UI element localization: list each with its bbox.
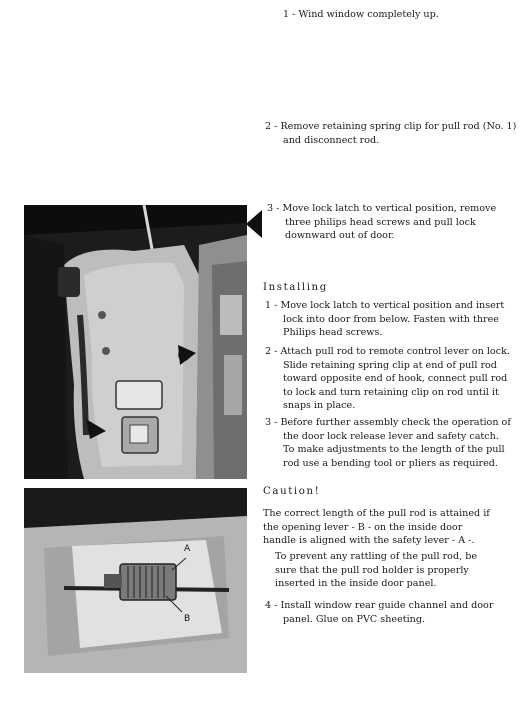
step-text: Remove retaining spring clip for pull rod (No. 1) and disconnect rod. xyxy=(280,121,517,146)
pull-rod-photo xyxy=(24,488,247,673)
step-number: 3 xyxy=(265,417,272,428)
removal-step-1: 1 - Wind window completely up. xyxy=(283,9,439,20)
pointer-arrow-icon xyxy=(246,210,262,238)
caution-heading: Caution! xyxy=(263,486,321,497)
removal-step-2: 2 - Remove retaining spring clip for pull rod (No. 1) and disconnect rod. xyxy=(265,121,517,146)
step-number: 4 xyxy=(265,600,272,611)
install-step-4: 4 - Install window rear guide channel and door panel. Glue on PVC sheeting. xyxy=(265,600,494,625)
step-text: Attach pull rod to remote control lever on lock. Slide retaining spring clip at end of pull rod toward opposite end of hook, connect pull rod to lock and turn retaining clip on rod until it snaps in place. xyxy=(280,346,510,412)
step-text: Move lock latch to vertical position, remove three philips head screws and pull lock downward out of door. xyxy=(282,203,497,242)
step-number: 2 xyxy=(265,346,272,357)
step-text: Install window rear guide channel and door panel. Glue on PVC sheeting. xyxy=(280,600,494,625)
installing-step-1: 1 - Move lock latch to vertical position and insert lock into door from below. Fasten with three Philips head screws. xyxy=(265,300,505,339)
step-number: 1 xyxy=(265,300,272,311)
installing-step-3: 3 - Before further assembly check the operation of the door lock release lever and safety catch. To make adjustments to the length of the pull rod use a bending tool or pliers as required. xyxy=(265,417,511,469)
step-number: 3 xyxy=(267,203,274,214)
photo-label-a: A xyxy=(184,544,191,554)
step-text: Before further assembly check the operation of the door lock release lever and safety catch. To make adjustments to the length of the pull rod use a bending tool or pliers as required. xyxy=(280,417,511,469)
step-text: Wind window completely up. xyxy=(298,9,439,20)
photo-label-b: B xyxy=(184,614,191,624)
step-text: Move lock latch to vertical position and insert lock into door from below. Fasten with three Philips head screws. xyxy=(280,300,505,339)
door-lock-photo xyxy=(24,205,247,479)
step-number: 1 xyxy=(283,9,290,20)
installing-heading: Installing xyxy=(263,282,328,293)
installing-step-2: 2 - Attach pull rod to remote control lever on lock. Slide retaining spring clip at end of pull rod toward opposite end of hook, connect pull rod to lock and turn retaining clip on rod until it snaps in place. xyxy=(265,346,510,412)
caution-paragraph-2: To prevent any rattling of the pull rod, be sure that the pull rod holder is properly inserted in the inside door panel. xyxy=(275,551,478,590)
step-number: 2 xyxy=(265,121,272,132)
caution-paragraph-1: The correct length of the pull rod is attained if the opening lever - B - on the inside door handle is aligned with the safety lever - A -. xyxy=(263,508,490,547)
removal-step-3: 3 - Move lock latch to vertical position, remove three philips head screws and pull lock downward out of door. xyxy=(267,203,497,242)
